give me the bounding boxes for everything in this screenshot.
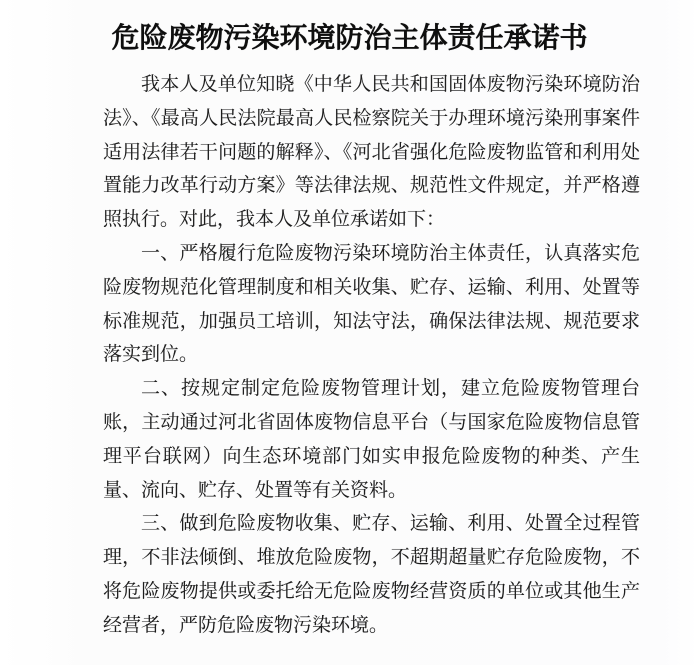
paragraph-commitment-2: 二、按规定制定危险废物管理计划，建立危险废物管理台账，主动通过河北省固体废物信息平台（与国家危险废物信息管理平台联网）向生态环境部门如实申报危险废物的种类、产生量、流向、贮存、处置等有关资料。 (103, 378, 640, 501)
document-title: 危险废物污染环境防治主体责任承诺书 (111, 23, 588, 54)
paragraph-commitment-3: 三、做到危险废物收集、贮存、运输、利用、处置全过程管理，不非法倾倒、堆放危险废物，不超期超量贮存危险废物，不将危险废物提供或委托给无危险废物经营资质的单位或其他生产经营者，严防危险废物污染环境。 (103, 513, 640, 636)
paragraph-commitment-1: 一、严格履行危险废物污染环境防治主体责任，认真落实危险废物规范化管理制度和相关收集、贮存、运输、利用、处置等标准规范，加强员工培训，知法守法，确保法律法规、规范要求落实到位。 (103, 242, 640, 366)
document-body (103, 68, 640, 646)
paragraph-intro: 我本人及单位知晓《中华人民共和国固体废物污染环境防治法》、《最高人民法院最高人民检察院关于办理环境污染刑事案件适用法律若干问题的解释》、《河北省强化危险废物监管和利用处置能力改革行动方案》等法律法规、规范性文件规定，并严格遵照执行。对此，我本人及单位承诺如下： (103, 74, 640, 231)
